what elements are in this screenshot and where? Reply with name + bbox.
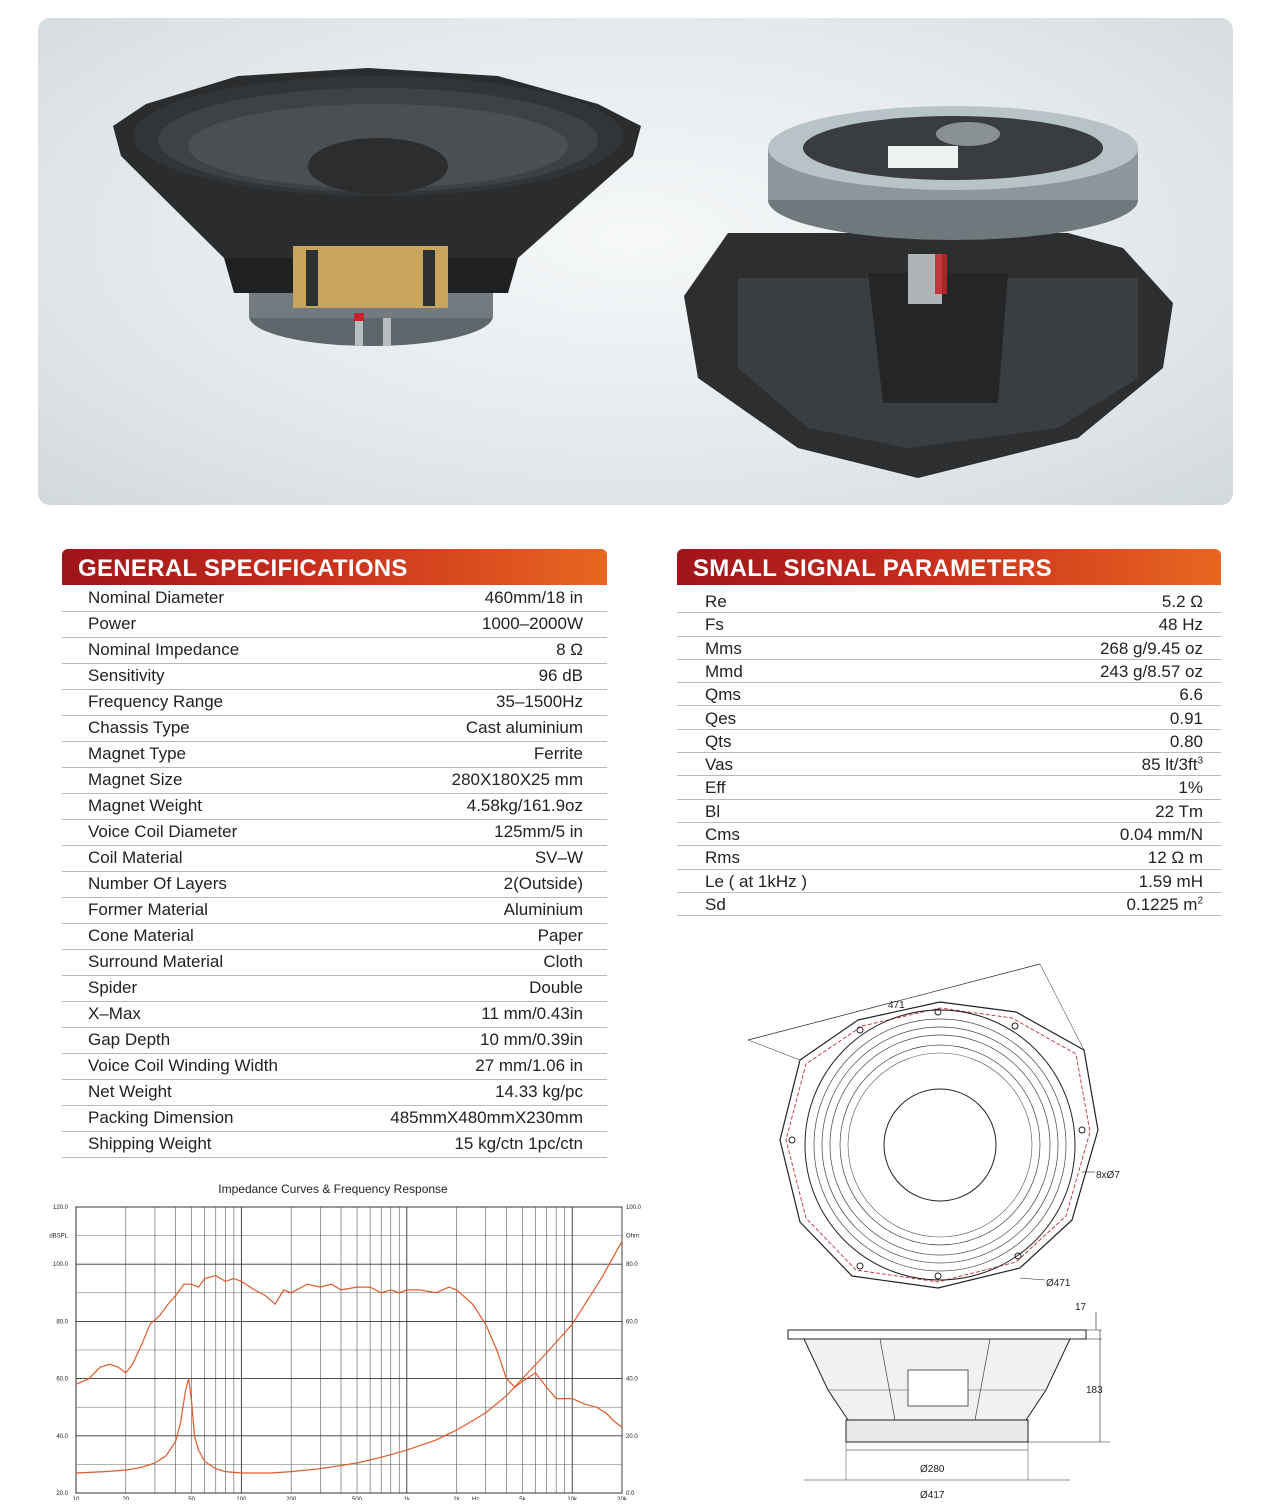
general-spec-value: 1000–2000W	[481, 614, 583, 633]
general-spec-label: Packing Dimension	[88, 1108, 234, 1127]
chart-x-tick-label: 1k	[403, 1497, 410, 1500]
small-signal-value: 6.6	[1179, 685, 1203, 705]
general-spec-row	[62, 872, 607, 898]
general-spec-row	[62, 898, 607, 924]
small-signal-parameters-heading	[677, 549, 1221, 585]
general-spec-row	[62, 1028, 607, 1054]
general-spec-value: Paper	[537, 926, 583, 945]
chart-y-left-tick-label: 20.0	[56, 1491, 68, 1497]
small-signal-row	[677, 707, 1221, 730]
general-spec-label: Coil Material	[88, 848, 183, 867]
small-signal-value: 1%	[1178, 778, 1203, 798]
general-spec-label: Power	[88, 614, 137, 633]
general-spec-value: 96 dB	[538, 666, 583, 685]
general-spec-value: 35–1500Hz	[496, 692, 583, 711]
general-spec-label: Magnet Weight	[88, 796, 203, 815]
general-spec-value: 460mm/18 in	[484, 588, 583, 607]
general-spec-row	[62, 1054, 607, 1080]
small-signal-label: Qms	[705, 685, 741, 705]
chart-y-left-tick-label: 60.0	[56, 1376, 68, 1383]
general-spec-row	[62, 612, 607, 638]
small-signal-value: 85 $lt/3ft^3$	[1141, 755, 1203, 775]
general-spec-label: Spider	[88, 978, 138, 997]
small-signal-value: 0.1225 $m^2$	[1126, 894, 1203, 914]
chart-y-left-tick-label: 100.0	[52, 1262, 68, 1269]
general-specifications-heading	[62, 549, 607, 585]
general-spec-row	[62, 586, 607, 612]
speaker-front-image	[113, 68, 641, 346]
small-signal-label: Vas	[705, 755, 734, 775]
general-spec-label: Magnet Type	[88, 744, 186, 763]
small-signal-row	[677, 660, 1221, 683]
general-spec-row	[62, 742, 607, 768]
general-spec-row	[62, 716, 607, 742]
small-signal-value: 22 Tm	[1155, 801, 1203, 821]
chart-y-right-tick-label: 0.0	[626, 1491, 635, 1497]
general-spec-row	[62, 664, 607, 690]
general-spec-label: Former Material	[88, 900, 208, 919]
chart-y-left-tick-label: 80.0	[56, 1319, 68, 1326]
chart-y-right-tick-label: 80.0	[626, 1262, 638, 1269]
general-spec-value: Cast aluminium	[465, 718, 583, 737]
general-spec-value: 2(Outside)	[503, 874, 583, 893]
general-spec-label: Shipping Weight	[88, 1134, 212, 1153]
dim-holes-label: 8xØ7	[1096, 1170, 1120, 1181]
general-specifications-table	[62, 586, 607, 1161]
general-spec-value: 10 mm/0.39in	[480, 1030, 583, 1049]
chart-title: Impedance Curves & Frequency Response	[218, 1182, 448, 1196]
small-signal-label: Fs	[705, 615, 724, 635]
general-spec-row	[62, 976, 607, 1002]
small-signal-row	[677, 800, 1221, 823]
general-spec-row	[62, 768, 607, 794]
general-spec-label: Surround Material	[88, 952, 224, 971]
general-spec-value: Double	[529, 978, 583, 997]
chart-y-left-unit: dBSPL	[49, 1233, 68, 1240]
general-spec-label: Net Weight	[88, 1082, 172, 1101]
impedance-curve	[76, 1241, 622, 1473]
small-signal-row	[677, 730, 1221, 753]
chart-x-unit-label: Hz	[471, 1497, 480, 1500]
dim-magnet-label: Ø280	[920, 1464, 945, 1475]
chart-x-tick-label: 100	[236, 1497, 247, 1500]
small-signal-value: 0.04 mm/N	[1119, 825, 1203, 844]
small-signal-value: 48 Hz	[1158, 615, 1203, 635]
chart-x-tick-label: 20	[122, 1497, 130, 1500]
general-spec-row	[62, 950, 607, 976]
general-spec-row	[62, 1106, 607, 1132]
small-signal-label: Sd	[705, 894, 726, 914]
general-spec-label: Number Of Layers	[88, 874, 227, 893]
impedance-frequency-chart	[0, 1175, 660, 1500]
small-signal-label: Bl	[705, 801, 721, 821]
small-signal-label: Qts	[705, 731, 732, 751]
chart-x-tick-label: 20k	[617, 1497, 627, 1500]
chart-x-tick-label: 10k	[567, 1497, 578, 1500]
small-signal-value: 243 g/8.57 oz	[1099, 661, 1203, 681]
drawing-side-view	[788, 1302, 1110, 1500]
general-spec-label: Nominal Diameter	[88, 588, 225, 607]
small-signal-row	[677, 870, 1221, 893]
small-signal-value: 0.91	[1169, 708, 1203, 728]
small-signal-label: Le ( at 1kHz )	[705, 871, 808, 891]
general-spec-label: Sensitivity	[88, 666, 165, 685]
small-signal-label: Mms	[705, 638, 742, 658]
dimension-drawing	[720, 950, 1271, 1500]
chart-y-right-tick-label: 60.0	[626, 1319, 638, 1326]
small-signal-row	[677, 590, 1221, 613]
small-signal-label: Qes	[705, 708, 737, 728]
small-signal-row	[677, 823, 1221, 846]
drawing-top-view	[748, 964, 1120, 1289]
general-spec-row	[62, 820, 607, 846]
general-spec-label: Gap Depth	[88, 1030, 171, 1049]
small-signal-row	[677, 893, 1221, 916]
general-spec-value: 280X180X25 mm	[451, 770, 583, 789]
general-spec-label: Voice Coil Diameter	[88, 822, 238, 841]
small-signal-value: 1.59 mH	[1138, 871, 1203, 891]
chart-x-tick-label: 200	[286, 1497, 297, 1500]
small-signal-row	[677, 613, 1221, 636]
small-signal-value: 0.80	[1169, 731, 1203, 751]
general-spec-value: Ferrite	[533, 744, 583, 763]
general-spec-label: Cone Material	[88, 926, 194, 945]
chart-y-right-tick-label: 40.0	[626, 1376, 638, 1383]
small-signal-row	[677, 776, 1221, 799]
general-spec-value: 14.33 kg/pc	[495, 1082, 583, 1101]
general-spec-value: Cloth	[543, 952, 583, 971]
general-spec-value: 15 kg/ctn 1pc/ctn	[454, 1134, 583, 1153]
small-signal-label: Eff	[705, 778, 726, 798]
chart-y-right-tick-label: 100.0	[626, 1205, 642, 1211]
general-spec-value: 27 mm/1.06 in	[475, 1056, 583, 1075]
general-spec-value: 125mm/5 in	[494, 822, 583, 841]
general-spec-row	[62, 924, 607, 950]
chart-y-right-unit: Ohm	[626, 1233, 640, 1240]
chart-y-right-tick-label: 20.0	[626, 1433, 638, 1440]
chart-x-tick-label: 5k	[519, 1497, 526, 1500]
chart-y-left-tick-label: 120.0	[52, 1205, 68, 1211]
chart-x-tick-label: 50	[188, 1497, 195, 1500]
general-spec-value: SV–W	[534, 848, 583, 867]
spl-curve	[76, 1276, 622, 1428]
dim-flange-label: 17	[1075, 1302, 1087, 1313]
general-spec-row	[62, 794, 607, 820]
small-signal-label: Cms	[705, 825, 740, 844]
chart-x-tick-label: 10	[72, 1497, 80, 1500]
small-signal-row	[677, 637, 1221, 660]
general-spec-row	[62, 1002, 607, 1028]
general-spec-row	[62, 1080, 607, 1106]
dim-outer-label: Ø471	[1046, 1278, 1071, 1289]
chart-x-tick-label: 500	[352, 1497, 363, 1500]
general-spec-value: 11 mm/0.43in	[481, 1004, 583, 1023]
general-spec-row	[62, 1132, 607, 1158]
chart-y-left-tick-label: 40.0	[56, 1433, 68, 1440]
small-signal-row	[677, 753, 1221, 776]
general-spec-label: Magnet Size	[88, 770, 183, 789]
product-photo-panel	[38, 18, 1233, 505]
general-spec-value: 485mmX480mmX230mm	[390, 1108, 583, 1127]
general-specifications-title: GENERAL SPECIFICATIONS	[78, 555, 408, 582]
general-spec-row	[62, 638, 607, 664]
general-spec-label: X–Max	[88, 1004, 141, 1023]
dim-depth-label: 183	[1086, 1385, 1103, 1396]
general-spec-value: 4.58kg/161.9oz	[466, 796, 583, 815]
small-signal-row	[677, 683, 1221, 706]
chart-x-tick-label: 2k	[453, 1497, 460, 1500]
small-signal-parameters-table	[677, 590, 1221, 920]
general-spec-label: Chassis Type	[88, 718, 190, 737]
general-spec-row	[62, 690, 607, 716]
dim-bottom-label: Ø417	[920, 1490, 945, 1500]
small-signal-label: Rms	[705, 848, 740, 868]
general-spec-label: Nominal Impedance	[88, 640, 240, 659]
speaker-photos	[38, 18, 1233, 505]
general-spec-label: Frequency Range	[88, 692, 224, 711]
chart-grid	[76, 1207, 622, 1493]
small-signal-label: Re	[705, 592, 727, 611]
small-signal-row	[677, 846, 1221, 869]
chart-canvas	[0, 1175, 660, 1500]
speaker-rear-image	[684, 106, 1173, 478]
small-signal-value: 5.2 Ω	[1161, 592, 1203, 611]
general-spec-value: Aluminium	[503, 900, 583, 919]
chart-series	[76, 1241, 622, 1473]
small-signal-parameters-title: SMALL SIGNAL PARAMETERS	[693, 555, 1052, 582]
small-signal-value: 268 g/9.45 oz	[1099, 638, 1203, 658]
small-signal-label: Mmd	[705, 661, 743, 681]
general-spec-label: Voice Coil Winding Width	[88, 1056, 278, 1075]
general-spec-row	[62, 846, 607, 872]
dim-width-label: 471	[888, 1000, 905, 1011]
general-spec-value: 8 Ω	[556, 640, 583, 659]
small-signal-value: 12 Ω m	[1147, 848, 1203, 868]
dimension-drawing-canvas	[720, 950, 1271, 1500]
